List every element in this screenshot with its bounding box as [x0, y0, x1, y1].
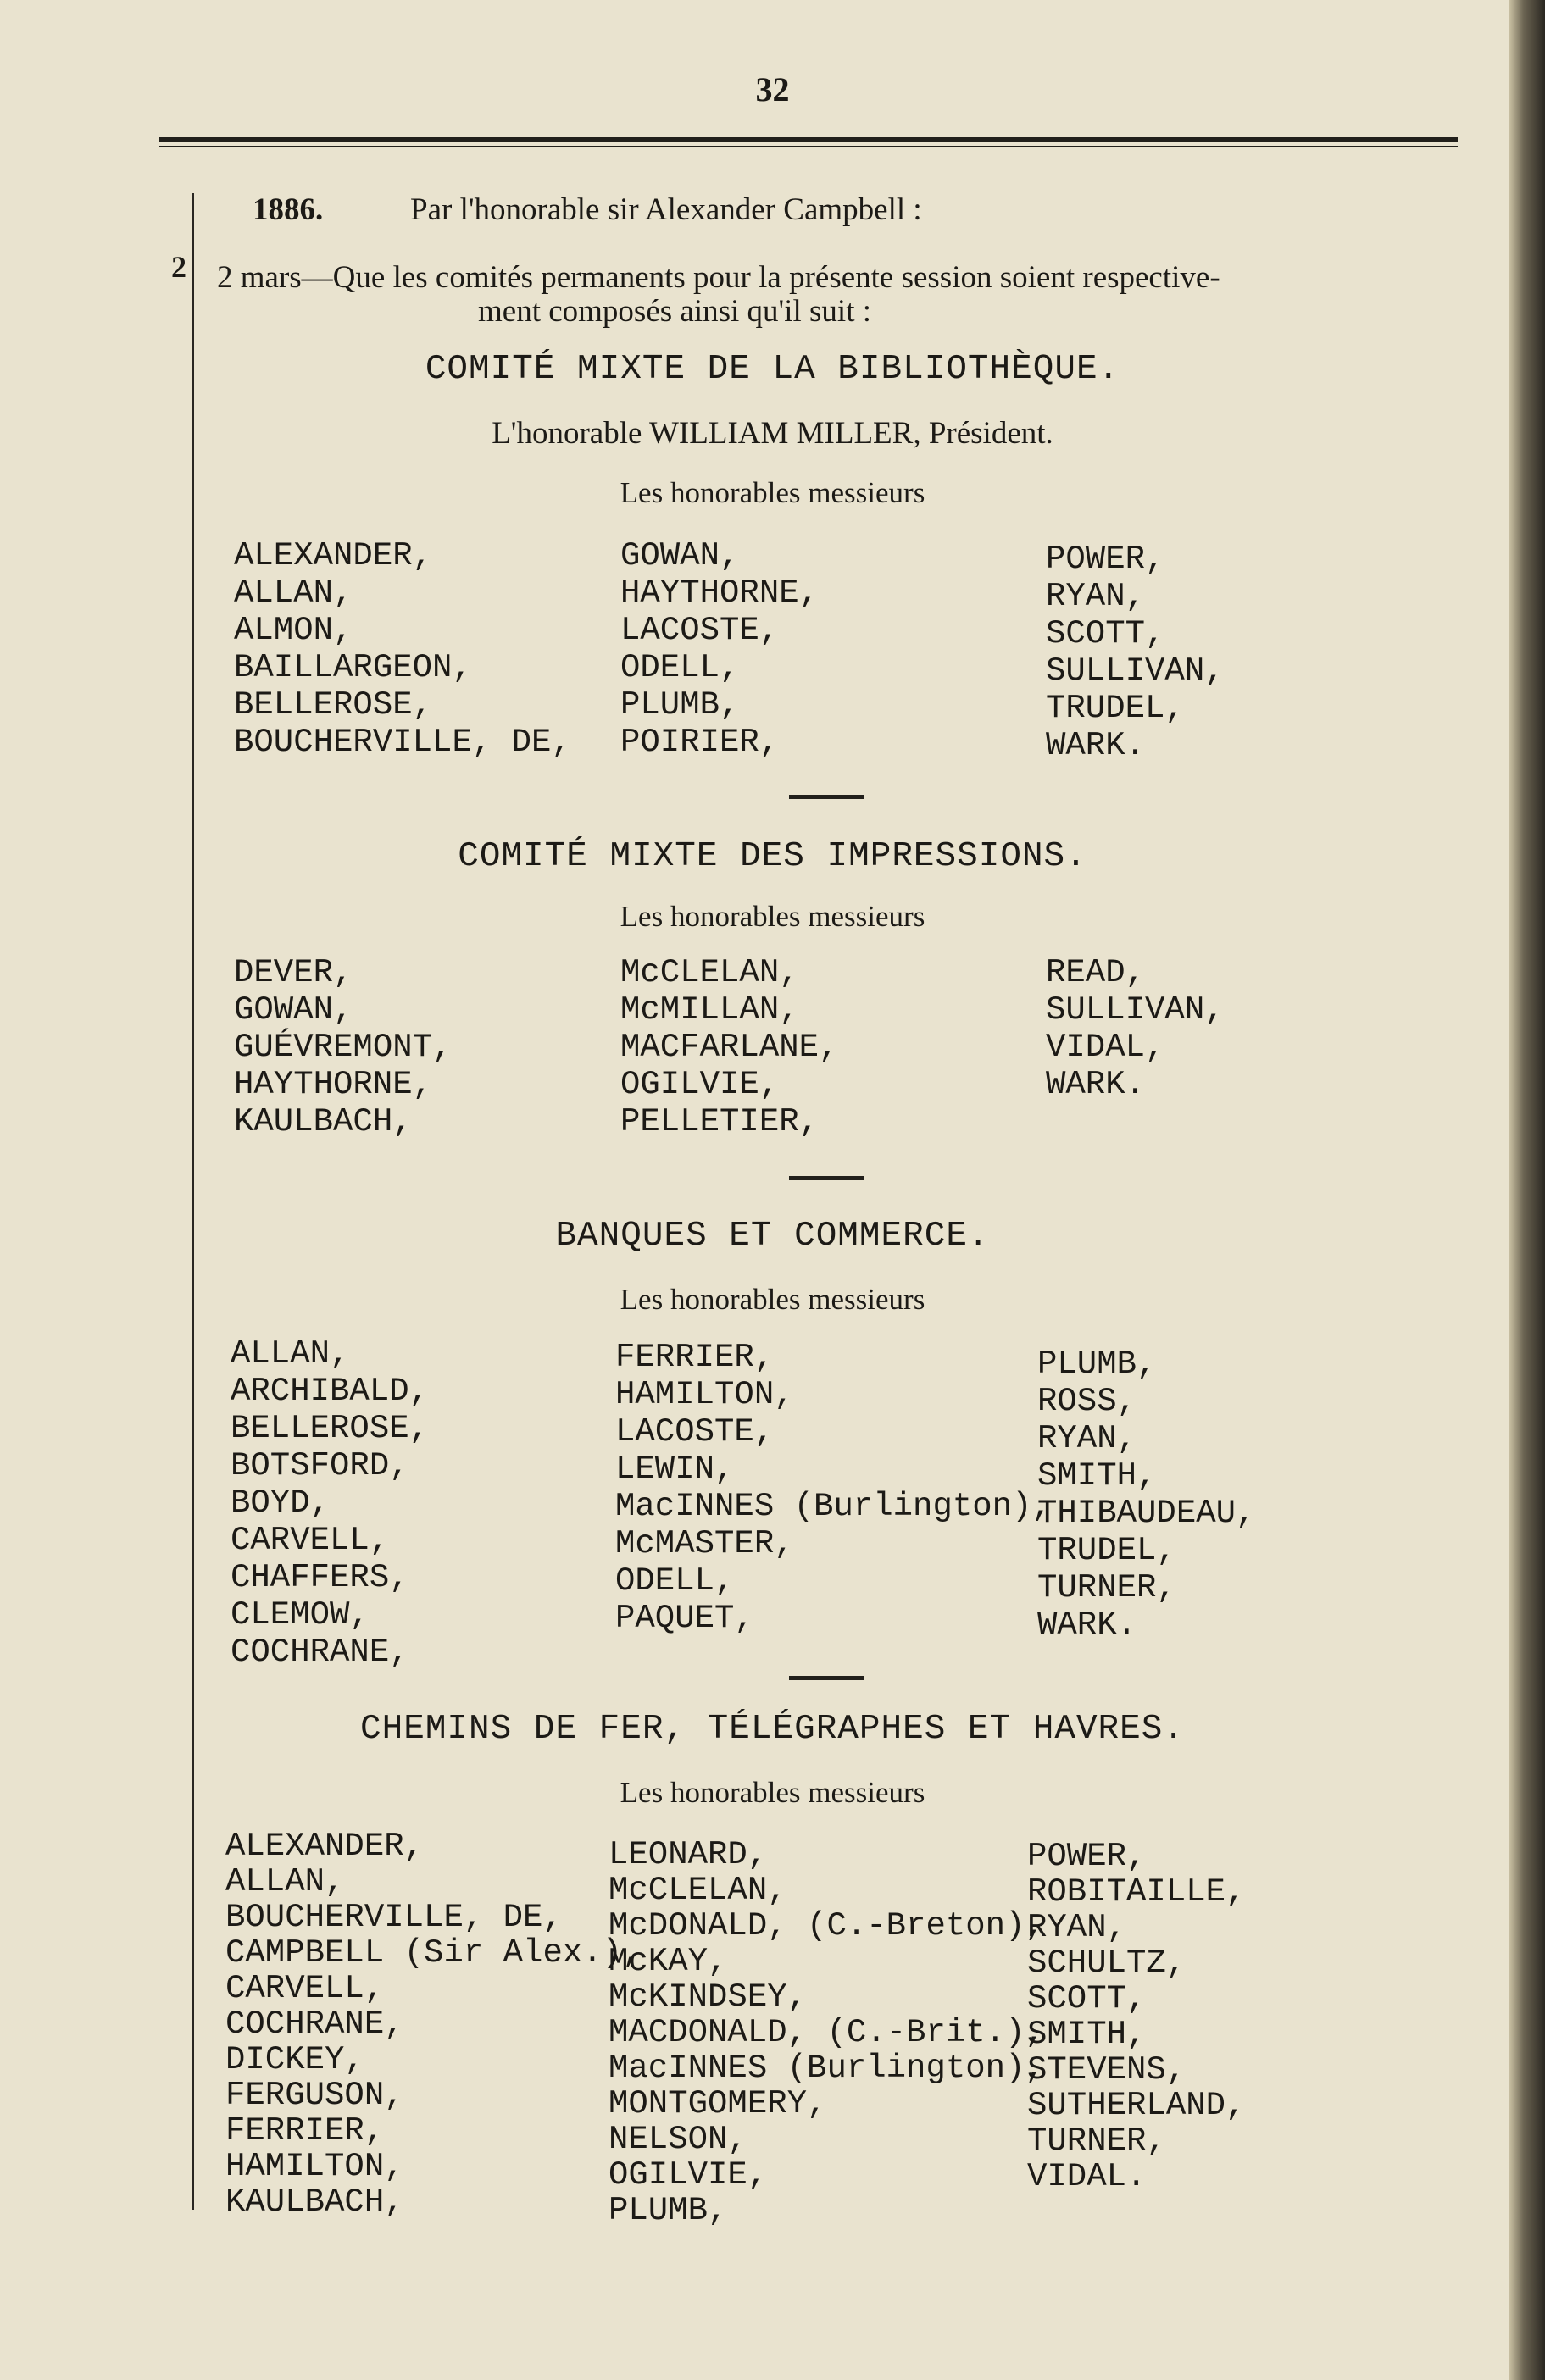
- section-title-chemins-de-fer: CHEMINS DE FER, TÉLÉGRAPHES ET HAVRES.: [360, 1710, 1185, 1749]
- member-name: CHAFFERS,: [231, 1559, 409, 1596]
- member-name: ALLAN,: [225, 1863, 345, 1900]
- section-subtitle: Les honorables messieurs: [620, 900, 925, 933]
- member-name: MacINNES (Burlington),: [609, 2050, 1045, 2087]
- member-name: BELLEROSE,: [234, 686, 433, 724]
- member-name: BAILLARGEON,: [234, 649, 472, 686]
- member-name: McCLELAN,: [609, 1872, 787, 1909]
- section-subtitle: Les honorables messieurs: [620, 1283, 925, 1316]
- member-name: LACOSTE,: [620, 612, 780, 649]
- section-divider: [789, 1176, 864, 1180]
- section-title-impressions: COMITÉ MIXTE DES IMPRESSIONS.: [458, 837, 1087, 876]
- member-name: SCOTT,: [1027, 1980, 1147, 2017]
- member-name: MACFARLANE,: [620, 1029, 839, 1066]
- member-name: SUTHERLAND,: [1027, 2087, 1246, 2124]
- member-name: RYAN,: [1027, 1909, 1127, 1946]
- header-year: 1886.: [253, 192, 324, 227]
- member-name: WARK.: [1046, 1066, 1146, 1103]
- member-name: CARVELL,: [231, 1522, 390, 1559]
- member-name: SCHULTZ,: [1027, 1944, 1187, 1982]
- member-name: BOUCHERVILLE, DE,: [234, 724, 571, 761]
- member-name: PLUMB,: [609, 2192, 728, 2229]
- member-name: LACOSTE,: [615, 1413, 775, 1451]
- member-column-3: [1037, 1345, 1255, 1644]
- member-column-1: [231, 1335, 429, 1671]
- member-name: VIDAL.: [1027, 2158, 1147, 2195]
- member-name: ODELL,: [620, 649, 740, 686]
- member-name: FERGUSON,: [225, 2077, 404, 2114]
- member-name: ROBITAILLE,: [1027, 1873, 1246, 1911]
- member-name: HAMILTON,: [225, 2148, 404, 2185]
- member-name: McKAY,: [609, 1943, 728, 1980]
- header-rule-thick: [159, 137, 1458, 142]
- header-author: Par l'honorable sir Alexander Campbell :: [410, 192, 922, 227]
- member-name: ARCHIBALD,: [231, 1373, 430, 1410]
- member-column-3: [1027, 1839, 1245, 2194]
- member-name: CLEMOW,: [231, 1596, 370, 1634]
- member-name: ALEXANDER,: [225, 1828, 425, 1865]
- member-name: ALEXANDER,: [234, 537, 433, 574]
- member-column-3: [1046, 541, 1225, 764]
- member-name: READ,: [1046, 954, 1146, 991]
- member-name: ALLAN,: [231, 1335, 350, 1373]
- member-column-1: [225, 1828, 642, 2220]
- member-name: MACDONALD, (C.-Brit.),: [609, 2014, 1045, 2051]
- section-divider: [789, 1676, 864, 1680]
- member-name: ODELL,: [615, 1562, 735, 1600]
- member-column-1: [234, 537, 571, 761]
- member-name: VIDAL,: [1046, 1029, 1165, 1066]
- member-name: SMITH,: [1037, 1457, 1157, 1495]
- section-subtitle: Les honorables messieurs: [620, 1776, 925, 1809]
- member-name: McMILLAN,: [620, 991, 799, 1029]
- member-name: MONTGOMERY,: [609, 2085, 827, 2122]
- member-name: TURNER,: [1027, 2122, 1166, 2160]
- member-name: CAMPBELL (Sir Alex.),: [225, 1934, 642, 1972]
- member-column-2: [615, 1339, 1052, 1637]
- motion-line-1: 2 mars—Que les comités permanents pour la présente session soient respective-: [217, 260, 1220, 295]
- member-name: BOYD,: [231, 1484, 331, 1522]
- header-rule-thin: [159, 146, 1458, 147]
- member-name: LEWIN,: [615, 1451, 735, 1488]
- member-name: THIBAUDEAU,: [1037, 1495, 1256, 1532]
- member-name: COCHRANE,: [231, 1634, 409, 1671]
- member-name: HAMILTON,: [615, 1376, 794, 1413]
- member-column-2: [620, 954, 838, 1140]
- member-name: POWER,: [1046, 541, 1165, 578]
- member-name: BOTSFORD,: [231, 1447, 409, 1484]
- member-name: LEONARD,: [609, 1836, 768, 1873]
- member-name: TRUDEL,: [1046, 690, 1185, 727]
- member-name: SCOTT,: [1046, 615, 1165, 652]
- member-name: PLUMB,: [620, 686, 740, 724]
- member-column-2: [620, 537, 819, 761]
- member-name: MacINNES (Burlington),: [615, 1488, 1052, 1525]
- member-name: ROSS,: [1037, 1383, 1137, 1420]
- section-president: L'honorable WILLIAM MILLER, Président.: [492, 416, 1053, 451]
- member-name: SULLIVAN,: [1046, 652, 1225, 690]
- section-title-banques: BANQUES ET COMMERCE.: [555, 1217, 990, 1256]
- member-name: PAQUET,: [615, 1600, 754, 1637]
- member-name: DEVER,: [234, 954, 353, 991]
- member-column-3: [1046, 954, 1225, 1103]
- member-name: McCLELAN,: [620, 954, 799, 991]
- member-name: WARK.: [1046, 727, 1146, 764]
- margin-number: 2: [171, 250, 186, 284]
- member-name: POWER,: [1027, 1838, 1147, 1875]
- member-name: OGILVIE,: [609, 2156, 768, 2194]
- member-name: GOWAN,: [234, 991, 353, 1029]
- section-title-bibliotheque: COMITÉ MIXTE DE LA BIBLIOTHÈQUE.: [425, 350, 1120, 389]
- member-column-1: [234, 954, 452, 1140]
- member-name: FERRIER,: [615, 1339, 775, 1376]
- motion-line-2: ment composés ainsi qu'il suit :: [478, 294, 871, 329]
- member-name: GUÉVREMONT,: [234, 1029, 453, 1066]
- page-number: 32: [755, 70, 790, 108]
- member-name: DICKEY,: [225, 2041, 364, 2078]
- member-name: PLUMB,: [1037, 1345, 1157, 1383]
- member-name: ALLAN,: [234, 574, 353, 612]
- member-name: SULLIVAN,: [1046, 991, 1225, 1029]
- member-name: KAULBACH,: [234, 1103, 413, 1140]
- member-name: SMITH,: [1027, 2016, 1147, 2053]
- member-name: ALMON,: [234, 612, 353, 649]
- member-name: CARVELL,: [225, 1970, 385, 2007]
- member-name: GOWAN,: [620, 537, 740, 574]
- section-subtitle: Les honorables messieurs: [620, 476, 925, 509]
- member-column-2: [609, 1837, 1045, 2228]
- member-name: KAULBACH,: [225, 2183, 404, 2221]
- member-name: BOUCHERVILLE, DE,: [225, 1899, 563, 1936]
- member-name: POIRIER,: [620, 724, 780, 761]
- member-name: HAYTHORNE,: [234, 1066, 433, 1103]
- member-name: TRUDEL,: [1037, 1532, 1176, 1569]
- member-name: RYAN,: [1046, 578, 1146, 615]
- member-name: McMASTER,: [615, 1525, 794, 1562]
- member-name: McKINDSEY,: [609, 1978, 808, 2016]
- member-name: FERRIER,: [225, 2112, 385, 2150]
- member-name: RYAN,: [1037, 1420, 1137, 1457]
- member-name: HAYTHORNE,: [620, 574, 820, 612]
- member-name: WARK.: [1037, 1606, 1137, 1644]
- member-name: BELLEROSE,: [231, 1410, 430, 1447]
- member-name: NELSON,: [609, 2121, 747, 2158]
- member-name: STEVENS,: [1027, 2051, 1187, 2089]
- member-name: OGILVIE,: [620, 1066, 780, 1103]
- member-name: McDONALD, (C.-Breton),: [609, 1907, 1045, 1944]
- section-divider: [789, 795, 864, 799]
- member-name: PELLETIER,: [620, 1103, 820, 1140]
- member-name: TURNER,: [1037, 1569, 1176, 1606]
- member-name: COCHRANE,: [225, 2006, 404, 2043]
